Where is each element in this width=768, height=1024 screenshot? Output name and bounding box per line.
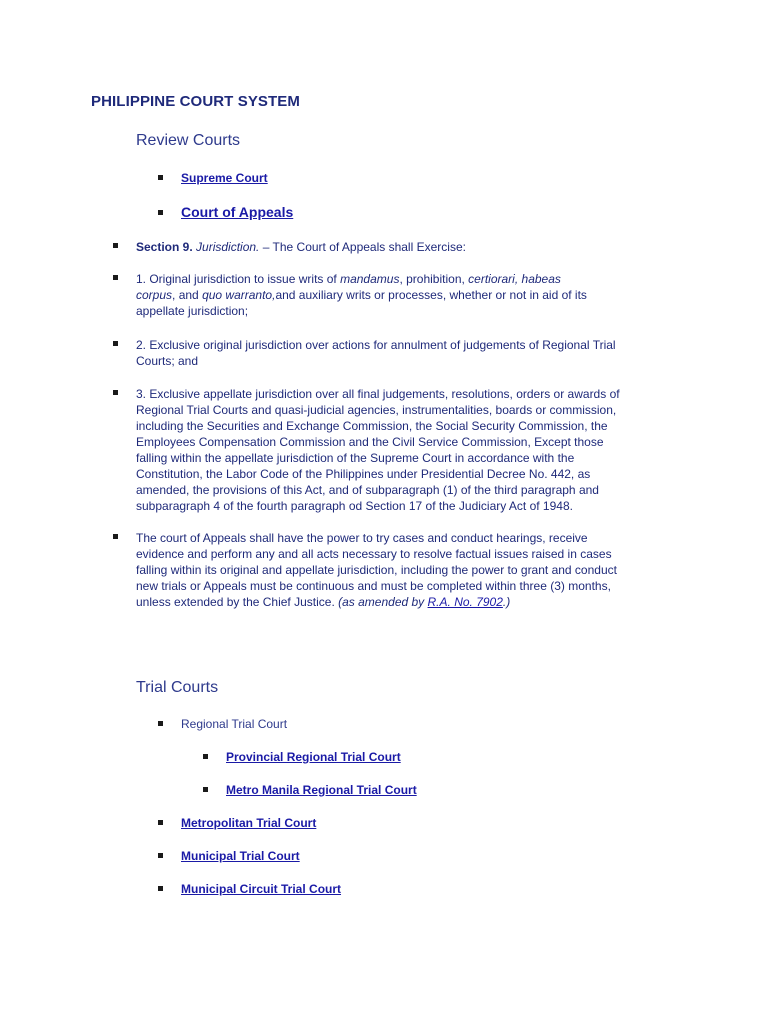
municipal-trial-court-link[interactable]: Municipal Trial Court bbox=[181, 849, 300, 863]
list-item-2 bbox=[113, 337, 616, 369]
review-courts-heading: Review Courts bbox=[136, 132, 241, 149]
jurisdiction-word: Jurisdiction. bbox=[196, 240, 260, 254]
item-1-t1: 1. Original jurisdiction to issue writs of bbox=[136, 272, 341, 286]
list-item-regional-trial-court bbox=[158, 717, 287, 731]
list-item-municipal-trial-court bbox=[158, 849, 300, 863]
municipal-circuit-trial-court-link[interactable]: Municipal Circuit Trial Court bbox=[181, 882, 342, 896]
item-3-line: including the Securities and Exchange Commission, the Social Security Commission, the bbox=[136, 419, 608, 433]
list-item-court-of-appeals bbox=[158, 204, 293, 220]
bullet-icon bbox=[158, 175, 163, 180]
section-9-text bbox=[136, 239, 466, 255]
item-1-t2: , prohibition, bbox=[399, 272, 469, 286]
amended-prefix: (as amended by bbox=[338, 595, 428, 609]
trial-courts-heading: Trial Courts bbox=[136, 679, 219, 696]
bullet-icon bbox=[158, 721, 163, 726]
item-1-text bbox=[136, 271, 587, 319]
list-item-municipal-circuit-trial-court bbox=[158, 882, 341, 896]
list-item-1 bbox=[113, 271, 587, 319]
item-4-text bbox=[136, 530, 617, 610]
list-item-provincial-rtc bbox=[203, 750, 401, 764]
bullet-icon bbox=[203, 787, 208, 792]
item-3-line: Constitution, the Labor Code of the Philippines under Presidential Decree No. 442, as bbox=[136, 467, 591, 481]
item-4-line: new trials or Appeals must be continuous and must be completed within three (3) months, bbox=[136, 579, 611, 593]
item-2-line2: Courts; and bbox=[136, 354, 199, 368]
item-3-line: amended, the provisions of this Act, and of subparagraph (1) of the third paragraph and bbox=[136, 483, 599, 497]
list-item-4 bbox=[113, 530, 617, 610]
item-4-line: falling within its original and appellate jurisdiction, including the power to grant and conduct bbox=[136, 563, 617, 577]
item-3-line: subparagraph 4 of the fourth paragraph od Section 17 of the Judiciary Act of 1948. bbox=[136, 499, 573, 513]
metro-manila-rtc-link[interactable]: Metro Manila Regional Trial Court bbox=[226, 783, 417, 797]
item-4-last-line: unless extended by the Chief Justice. bbox=[136, 595, 339, 609]
list-item-section-9 bbox=[113, 239, 466, 255]
bullet-icon bbox=[158, 853, 163, 858]
item-2-line1: 2. Exclusive original jurisdiction over actions for annulment of judgements of Regional Trial bbox=[136, 338, 616, 352]
section-9-label: Section 9. bbox=[136, 240, 193, 254]
bullet-icon bbox=[113, 341, 118, 346]
page-title: PHILIPPINE COURT SYSTEM bbox=[91, 93, 300, 110]
certiorari-term: certiorari, habeas bbox=[468, 272, 561, 286]
section-9-rest: – The Court of Appeals shall Exercise: bbox=[259, 240, 466, 254]
corpus-term: corpus bbox=[136, 288, 173, 302]
quo-warranto-term: quo warranto, bbox=[202, 288, 276, 302]
bullet-icon bbox=[158, 820, 163, 825]
item-3-line: falling within the appellate jurisdiction of the Supreme Court in accordance with the bbox=[136, 451, 575, 465]
item-3-line: Regional Trial Courts and quasi-judicial agencies, instrumentalities, boards or commission, bbox=[136, 403, 617, 417]
bullet-icon bbox=[113, 275, 118, 280]
ra-7902-link[interactable]: R.A. No. 7902 bbox=[427, 595, 503, 609]
supreme-court-link[interactable]: Supreme Court bbox=[181, 171, 268, 185]
item-1-line3: appellate jurisdiction; bbox=[136, 304, 249, 318]
bullet-icon bbox=[113, 390, 118, 395]
bullet-icon bbox=[113, 534, 118, 539]
mandamus-term: mandamus bbox=[340, 272, 400, 286]
item-3-line: Employees Compensation Commission and the Civil Service Commission, Except those bbox=[136, 435, 604, 449]
list-item-metro-manila-rtc bbox=[203, 783, 417, 797]
item-4-line: The court of Appeals shall have the power to try cases and conduct hearings, receive bbox=[136, 531, 588, 545]
provincial-rtc-link[interactable]: Provincial Regional Trial Court bbox=[226, 750, 401, 764]
bullet-icon bbox=[158, 886, 163, 891]
amended-suffix: .) bbox=[502, 595, 511, 609]
item-4-line: evidence and perform any and all acts necessary to resolve factual issues raised in cases bbox=[136, 547, 612, 561]
list-item-3 bbox=[113, 386, 620, 514]
item-3-line: 3. Exclusive appellate jurisdiction over all final judgements, resolutions, orders or awards of bbox=[136, 387, 620, 401]
item-1-t4: and auxiliary writs or processes, whether or not in aid of its bbox=[275, 288, 587, 302]
bullet-icon bbox=[158, 210, 163, 215]
regional-trial-court-text: Regional Trial Court bbox=[181, 717, 288, 731]
item-3-text bbox=[136, 386, 620, 514]
list-item-supreme-court bbox=[158, 171, 268, 185]
item-1-t3: , and bbox=[172, 288, 203, 302]
court-of-appeals-link[interactable]: Court of Appeals bbox=[181, 204, 294, 220]
metropolitan-trial-court-link[interactable]: Metropolitan Trial Court bbox=[181, 816, 317, 830]
item-2-text bbox=[136, 337, 616, 369]
list-item-metropolitan-trial-court bbox=[158, 816, 316, 830]
bullet-icon bbox=[203, 754, 208, 759]
bullet-icon bbox=[113, 243, 118, 248]
